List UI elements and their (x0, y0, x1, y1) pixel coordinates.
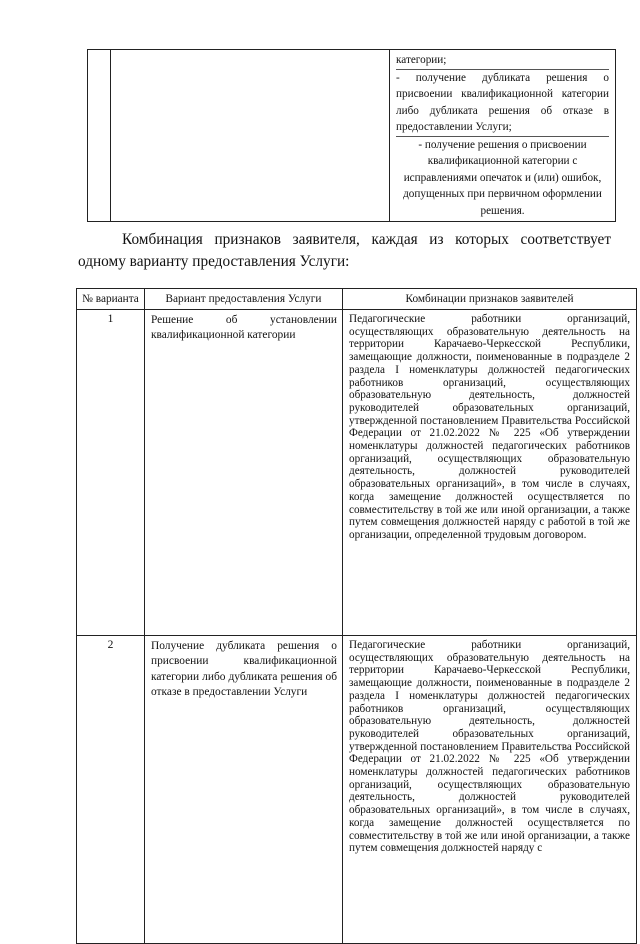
row-criteria: Педагогические работники организаций, осуществляющих образовательную деятельность на территории Карачаево-Черкесской Республики, замещающие должности, поименованные в подразделе 2 раздела I номенклатуры должностей педагогических работников организаций, осуществляющих образовательную деятельность, должностей руководителей образовательных организаций, утвержденной постановлением Правительства Российской Федерации от 21.02.2022 № 225 «Об утверждении номенклатуры должностей педагогических работников организаций, осуществляющих образовательную деятельность, должностей руководителей образовательных организаций», в том числе в случаях, когда замещение должностей осуществляется по совместительству в той же или иной организации, а также путем совмещения должностей наряду с работой в той же организации, определенной трудовым договором. (343, 310, 637, 636)
continuation-list-item: - получение решения о присвоении квалификационной категории с исправлениями опечаток и (или) ошибок, допущенных при первичном оформлении решения. (396, 136, 609, 220)
continuation-list (390, 50, 615, 221)
row-number: 1 (77, 310, 145, 636)
intro-paragraph: Комбинация признаков заявителя, каждая из которых соответствует одному варианту предоставления Услуги: (78, 231, 611, 270)
header-combination: Комбинации признаков заявителей (343, 289, 637, 310)
header-variant: Вариант предоставления Услуги (145, 289, 343, 310)
continuation-table (87, 49, 616, 222)
table-row (77, 310, 637, 636)
variants-table (76, 288, 637, 944)
row-number: 2 (77, 636, 145, 944)
table-header-row (77, 289, 637, 310)
row-variant: Решение об установлении квалификационной категории (145, 310, 343, 636)
continuation-criteria-cell (390, 50, 616, 222)
row-criteria: Педагогические работники организаций, осуществляющих образовательную деятельность на территории Карачаево-Черкесской Республики, замещающие должности, поименованные в подразделе 2 раздела I номенклатуры должностей педагогических работников организаций, осуществляющих образовательную деятельность, должностей руководителей образовательных организаций, утвержденной постановлением Правительства Российской Федерации от 21.02.2022 № 225 «Об утверждении номенклатуры должностей педагогических работников организаций, осуществляющих образовательную деятельность, должностей руководителей образовательных организаций», в том числе в случаях, когда замещение должностей осуществляется по совместительству в той же или иной организации, а также путем совмещения должностей наряду с (343, 636, 637, 944)
header-number: № варианта (77, 289, 145, 310)
continuation-variant-cell (111, 50, 390, 222)
continuation-number-cell (88, 50, 111, 222)
table-row (77, 636, 637, 944)
row-variant: Получение дубликата решения о присвоении квалификационной категории либо дубликата решения об отказе в предоставлении Услуги (145, 636, 343, 944)
continuation-list-item: - получение дубликата решения о присвоении квалификационной категории либо дубликата решения об отказе в предоставлении Услуги; (396, 69, 609, 136)
continuation-list-item: категории; (396, 54, 447, 66)
